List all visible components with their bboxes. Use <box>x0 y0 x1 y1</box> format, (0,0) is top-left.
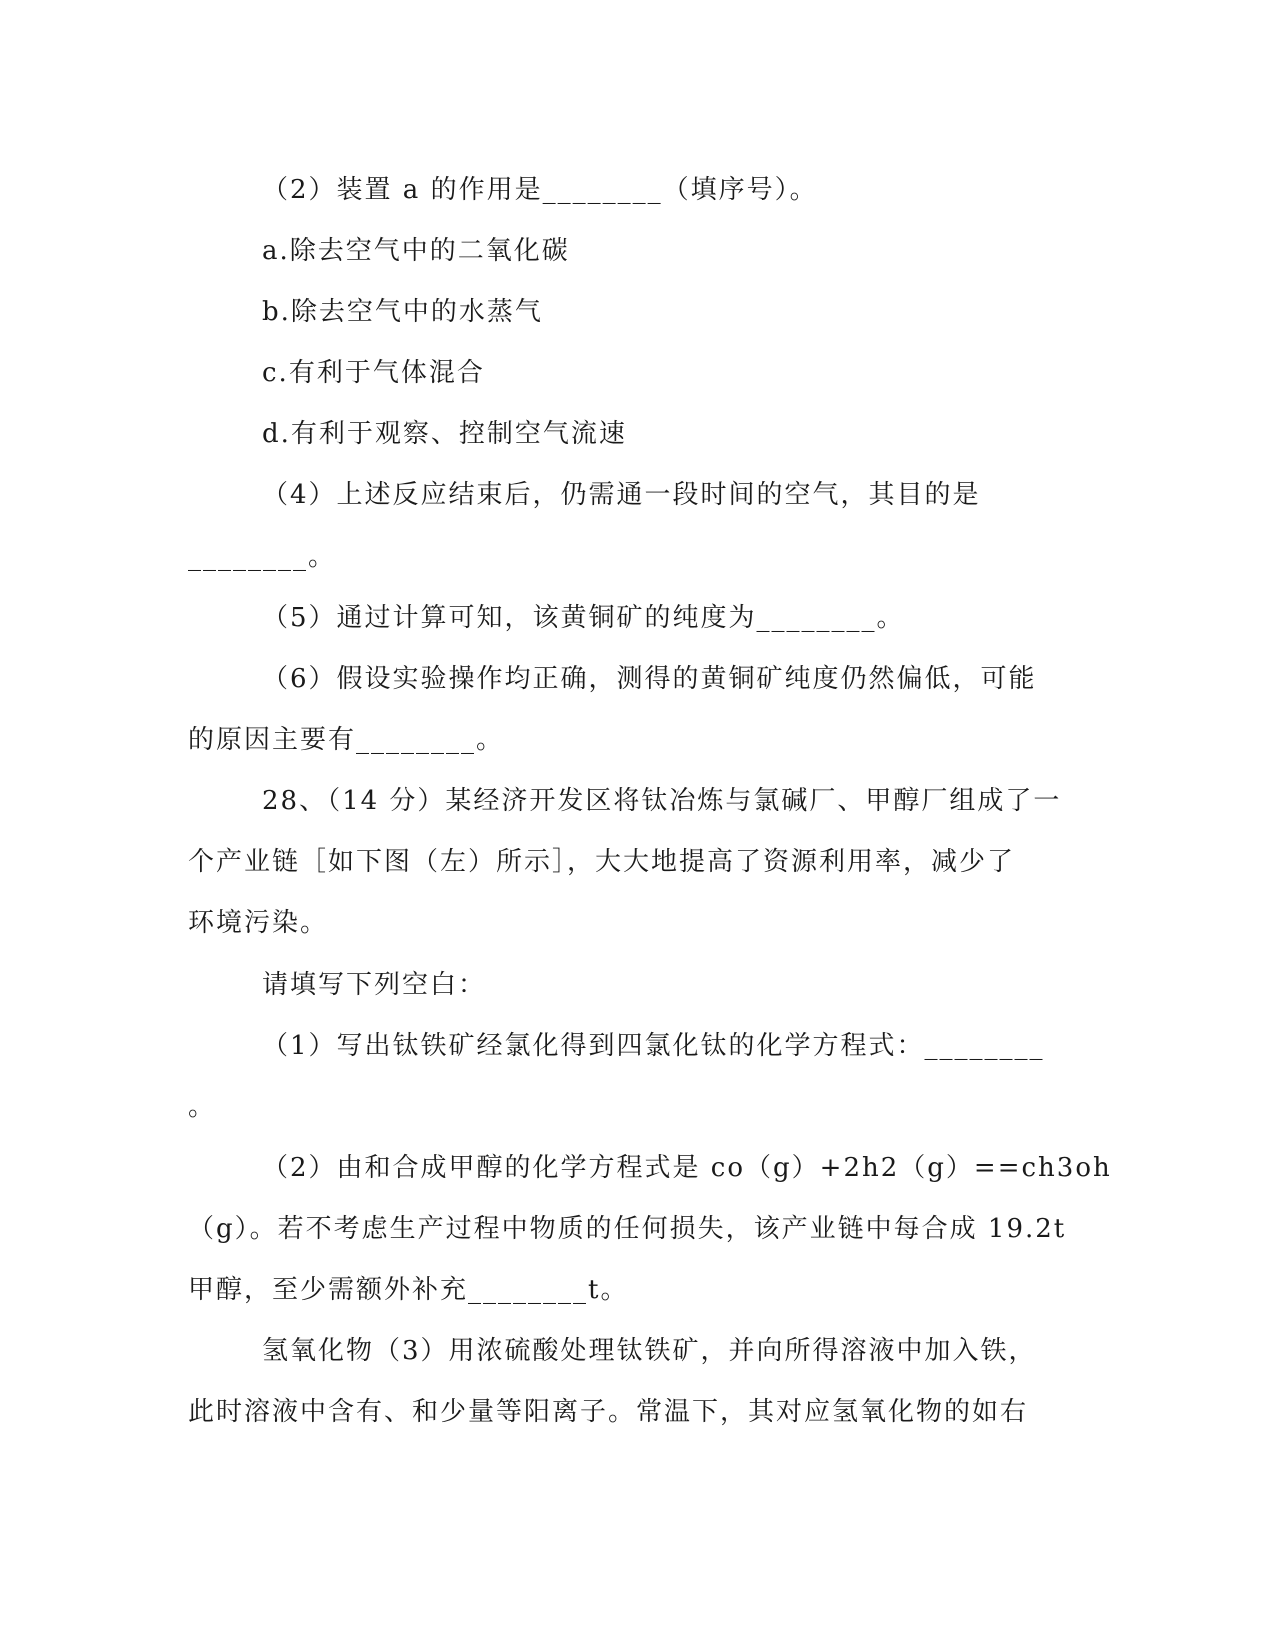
text-line: （g）。若不考虑生产过程中物质的任何损失，该产业链中每合成 19.2t <box>188 1214 1067 1244</box>
text-line: （1）写出钛铁矿经氯化得到四氯化钛的化学方程式：________ <box>262 1031 1045 1061</box>
option-b: b.除去空气中的水蒸气 <box>262 297 543 327</box>
text-line: 甲醇，至少需额外补充________t。 <box>188 1275 629 1305</box>
text-line: 氢氧化物（3）用浓硫酸处理钛铁矿，并向所得溶液中加入铁， <box>262 1336 1037 1366</box>
text-line: 此时溶液中含有、和少量等阳离子。常温下，其对应氢氧化物的如右 <box>188 1397 1029 1427</box>
text-line: （2）由和合成甲醇的化学方程式是 co（g）+2h2（g）==ch3oh <box>262 1153 1112 1183</box>
text-line: （4）上述反应结束后，仍需通一段时间的空气，其目的是 <box>262 480 981 510</box>
option-d: d.有利于观察、控制空气流速 <box>262 419 627 449</box>
option-c: c.有利于气体混合 <box>262 358 485 388</box>
text-line: ________。 <box>188 542 337 572</box>
question-heading: 28、（14 分）某经济开发区将钛冶炼与氯碱厂、甲醇厂组成了一 <box>262 786 1062 816</box>
text-line: 的原因主要有________。 <box>188 725 505 755</box>
text-line: 。 <box>188 1092 217 1122</box>
text-line: （2）装置 a 的作用是________（填序号）。 <box>262 175 818 205</box>
text-line: 个产业链［如下图（左）所示］，大大地提高了资源利用率，减少了 <box>188 847 1016 877</box>
text-line: 请填写下列空白： <box>262 970 487 1000</box>
option-a: a.除去空气中的二氧化碳 <box>262 236 570 266</box>
text-line: 环境污染。 <box>188 908 329 938</box>
text-line: （6）假设实验操作均正确，测得的黄铜矿纯度仍然偏低，可能 <box>262 664 1037 694</box>
text-line: （5）通过计算可知，该黄铜矿的纯度为________。 <box>262 603 905 633</box>
